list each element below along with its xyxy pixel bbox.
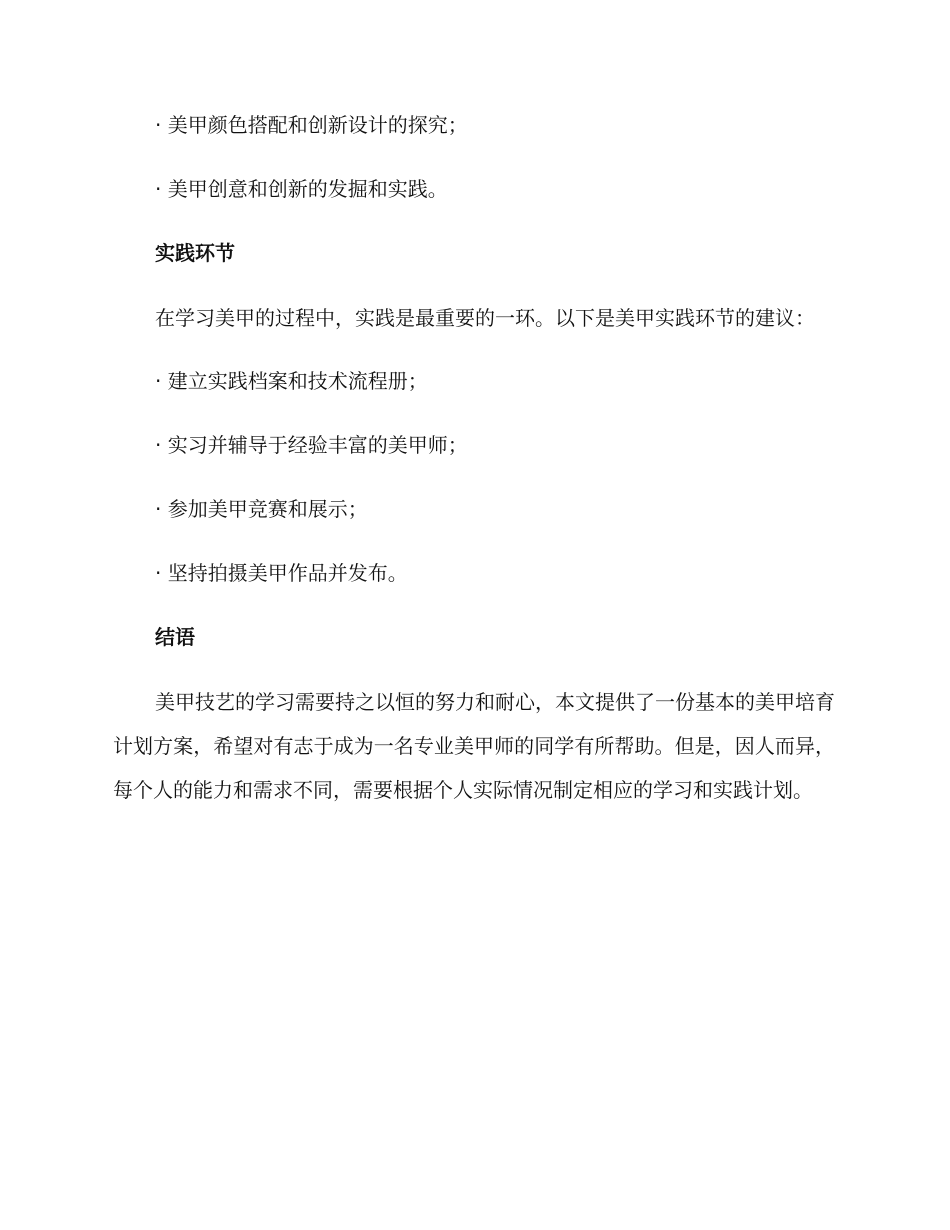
practice-intro-paragraph: 在学习美甲的过程中，实践是最重要的一环。以下是美甲实践环节的建议： [155,306,815,330]
list-item: · 参加美甲竞赛和展示； [155,497,368,521]
list-item: · 实习并辅导于经验丰富的美甲师； [155,433,468,457]
section-heading-conclusion: 结语 [155,625,195,649]
list-item: · 美甲创意和创新的发掘和实践。 [155,177,448,201]
list-item: · 美甲颜色搭配和创新设计的探究； [155,113,468,137]
document-content [113,110,835,838]
list-item: · 坚持拍摄美甲作品并发布。 [155,561,408,585]
conclusion-paragraph: 美甲技艺的学习需要持之以恒的努力和耐心，本文提供了一份基本的美甲培育计划方案，希望对有志于成为一名专业美甲师的同学有所帮助。但是，因人而异，每个人的能力和需求不同，需要根据个人实际情况制定相应的学习和实践计划。 [113,690,835,802]
section-heading-practice: 实践环节 [155,241,235,265]
list-item: · 建立实践档案和技术流程册； [155,369,428,393]
